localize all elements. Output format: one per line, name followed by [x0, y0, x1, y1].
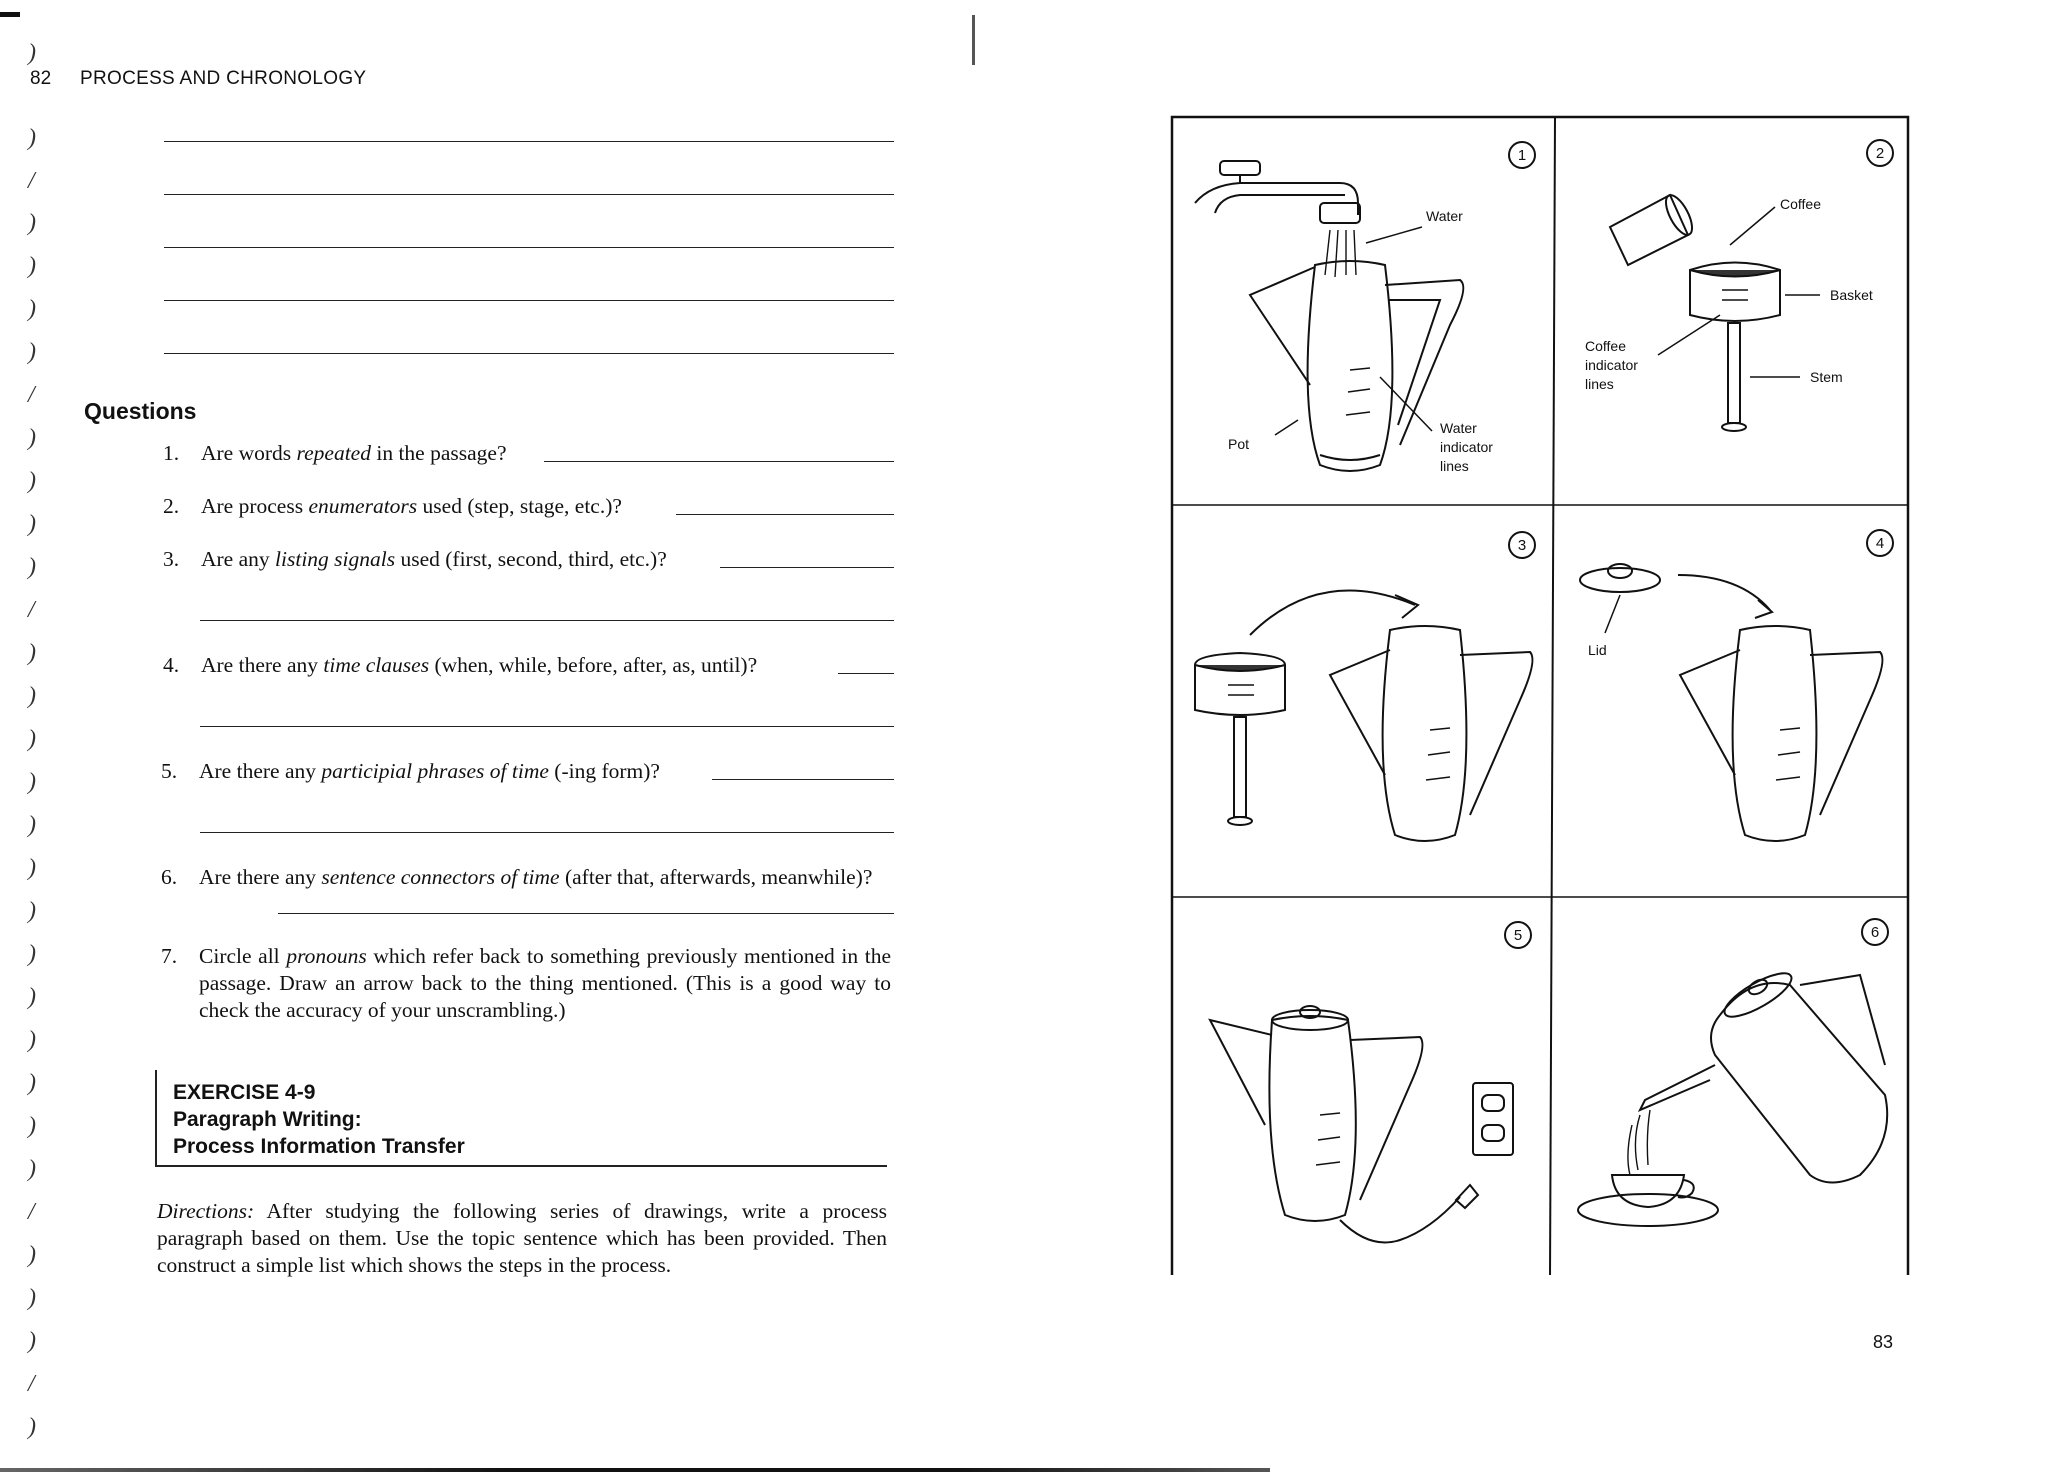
questions-heading: Questions: [84, 398, 197, 424]
panel-number: 2: [1875, 145, 1885, 162]
answer-line-4b[interactable]: [200, 726, 894, 727]
diagram-frame: [1172, 117, 1908, 1275]
grid-divider-vertical: [1550, 117, 1555, 1275]
label-coffee-indicator-2: indicator: [1585, 357, 1638, 373]
panel-2-labels: [1585, 145, 1884, 392]
panel-number: 1: [1517, 147, 1527, 164]
directions-text: After studying the following series of drawings, write a process paragraph based on them. Use the topic sentence which has been provided. Then construct a simple list which shows the steps in the process.: [157, 1199, 887, 1277]
question-number: 3.: [163, 547, 180, 571]
panel-number: 4: [1875, 535, 1885, 552]
label-water-indicator-2: indicator: [1440, 439, 1493, 455]
label-basket: Basket: [1830, 287, 1873, 303]
running-head: PROCESS AND CHRONOLOGY: [80, 68, 367, 89]
question-6: 6. Are there any sentence connectors of time (after that, afterwards, meanwhile)?: [161, 865, 873, 889]
label-water-indicator-3: lines: [1440, 458, 1469, 474]
page-number-left: 82: [30, 68, 52, 89]
panel-1: [1195, 142, 1535, 471]
coffee-percolator-diagram: [1170, 115, 1930, 1275]
panel-number: 3: [1517, 537, 1527, 554]
answer-line-6[interactable]: [278, 913, 894, 914]
question-7: 7. Circle all pronouns which refer back to something previously mentioned in the passage. Draw an arrow back to the thing mentioned. (This is a good way to check the accuracy of your unscrambling.): [161, 944, 891, 1022]
panel-number: 5: [1513, 927, 1523, 944]
label-stem: Stem: [1810, 369, 1843, 385]
answer-line-1[interactable]: [544, 461, 894, 462]
question-number: 5.: [161, 759, 178, 783]
panel-4-labels: [1588, 535, 1884, 658]
question-number: 4.: [163, 653, 180, 677]
answer-line-5b[interactable]: [200, 832, 894, 833]
panel-number: 6: [1870, 924, 1880, 941]
question-number: 6.: [161, 865, 178, 889]
exercise-subtitle-2: Process Information Transfer: [173, 1135, 465, 1158]
exercise-title: EXERCISE 4-9: [173, 1081, 316, 1104]
label-water-indicator-1: Water: [1440, 420, 1477, 436]
answer-line-4[interactable]: [838, 673, 894, 674]
answer-line-5[interactable]: [712, 779, 894, 780]
exercise-box: [155, 1070, 887, 1167]
answer-line-3b[interactable]: [200, 620, 894, 621]
panel-3: [1195, 532, 1535, 841]
directions-label: Directions:: [157, 1199, 255, 1223]
label-coffee-indicator-1: Coffee: [1585, 338, 1626, 354]
answer-line-3[interactable]: [720, 567, 894, 568]
directions-paragraph: [157, 1198, 887, 1279]
gutter-mark: [972, 15, 975, 65]
panel-5: [1210, 922, 1531, 1243]
label-coffee-indicator-3: lines: [1585, 376, 1614, 392]
panel-4: [1580, 530, 1893, 841]
page-number-right: 83: [1873, 1332, 1894, 1352]
exercise-subtitle: Paragraph Writing:: [173, 1108, 362, 1131]
label-lid: Lid: [1588, 642, 1607, 658]
label-water: Water: [1426, 208, 1463, 224]
question-number: 1.: [163, 441, 180, 465]
page-bottom-edge: [0, 1468, 1270, 1472]
panel-2: [1610, 140, 1893, 431]
answer-line-2[interactable]: [676, 514, 894, 515]
question-number: 2.: [163, 494, 180, 518]
question-number: 7.: [161, 944, 178, 968]
label-pot: Pot: [1228, 436, 1250, 452]
label-coffee: Coffee: [1780, 196, 1821, 212]
panel-1-labels: [1228, 147, 1526, 474]
panel-6: [1578, 919, 1888, 1226]
